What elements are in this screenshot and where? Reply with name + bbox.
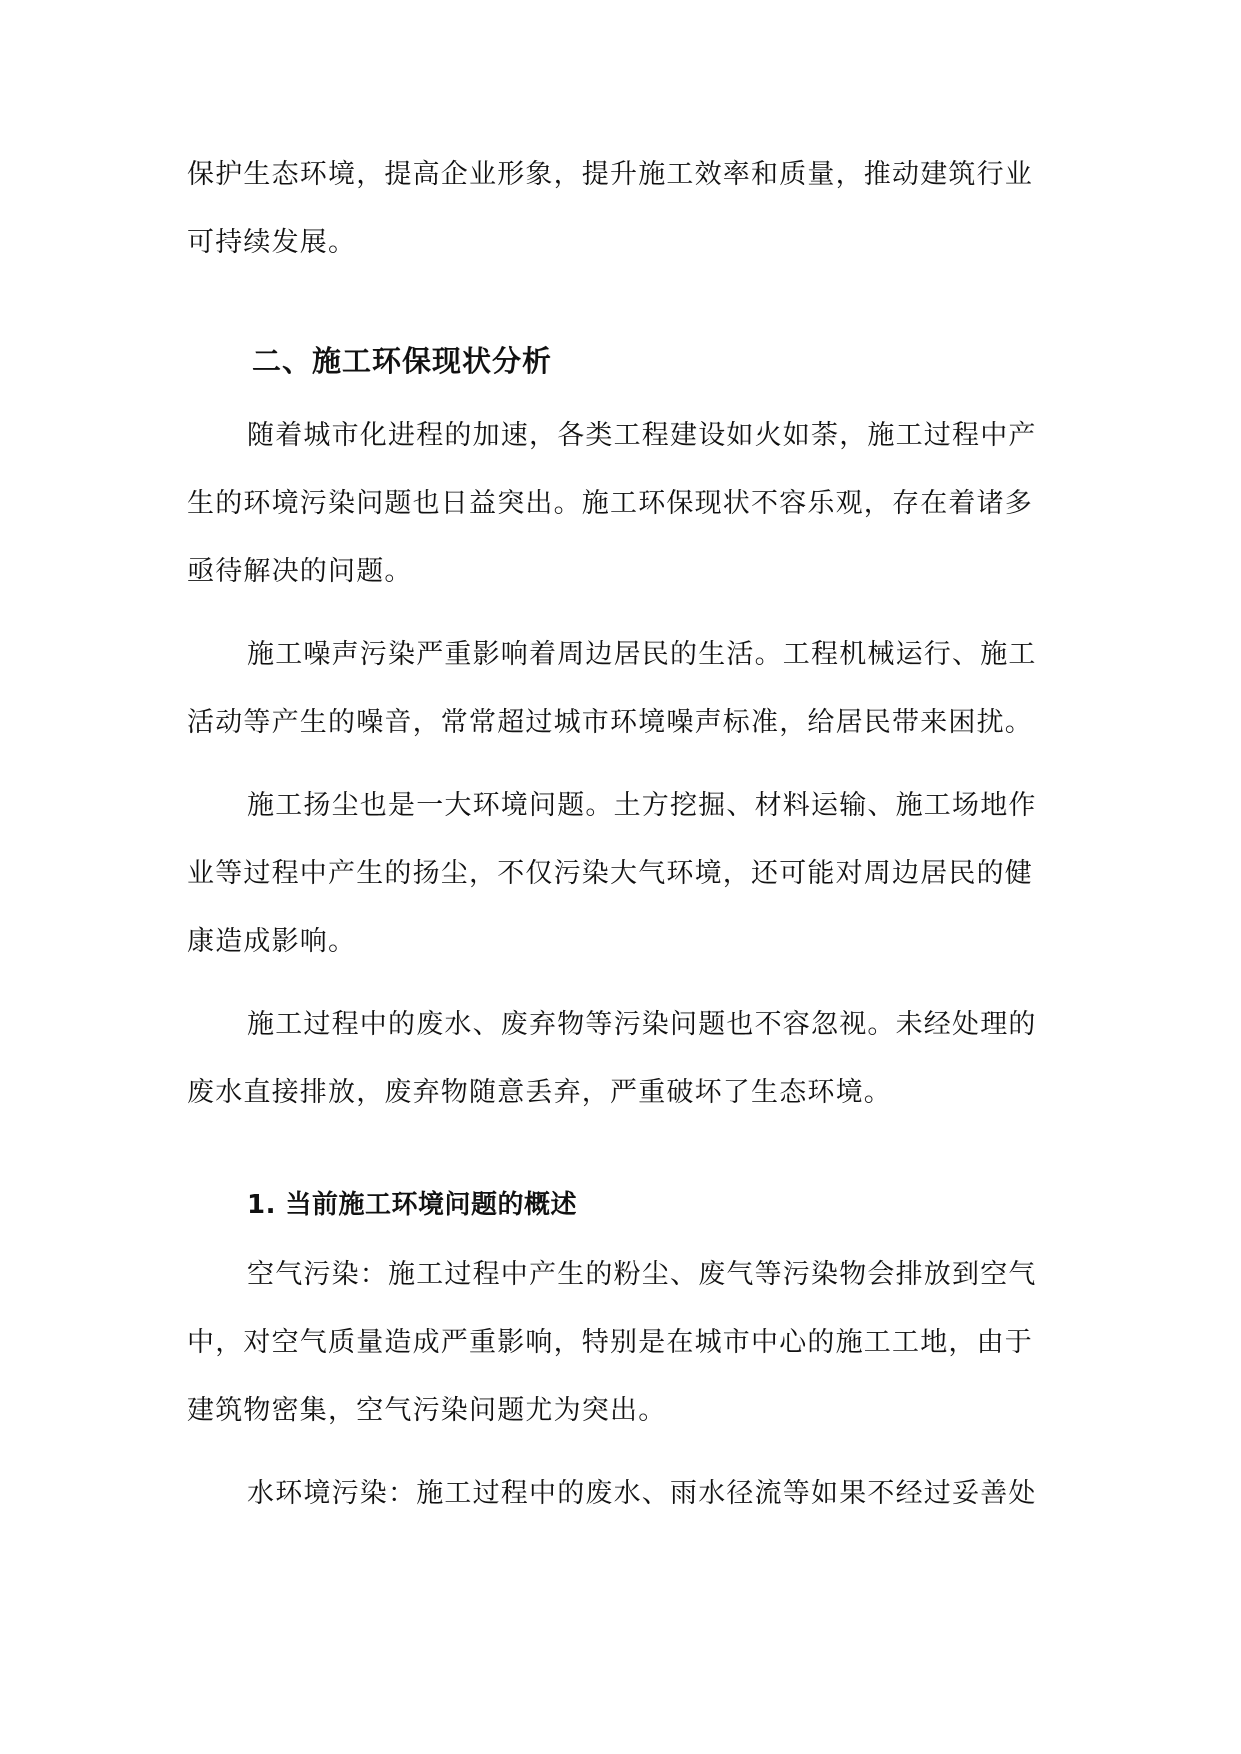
body-text-line: 施工扬尘也是一大环境问题。土方挖掘、材料运输、施工场地作 (247, 790, 1037, 821)
body-text-line: 生的环境污染问题也日益突出。施工环保现状不容乐观，存在着诸多 (187, 488, 1033, 519)
body-text-line: 保护生态环境，提高企业形象，提升施工效率和质量，推动建筑行业 (187, 159, 1033, 190)
body-text-line: 施工过程中的废水、废弃物等污染问题也不容忽视。未经处理的 (247, 1009, 1037, 1040)
body-text-line: 活动等产生的噪音，常常超过城市环境噪声标准，给居民带来困扰。 (187, 707, 1033, 738)
body-text-line: 中，对空气质量造成严重影响，特别是在城市中心的施工工地，由于 (187, 1327, 1033, 1358)
body-text-line: 康造成影响。 (187, 926, 357, 957)
section-heading: 二、施工环保现状分析 (252, 344, 553, 378)
body-text-line: 空气污染：施工过程中产生的粉尘、废气等污染物会排放到空气 (247, 1259, 1037, 1290)
body-text-line: 业等过程中产生的扬尘，不仅污染大气环境，还可能对周边居民的健 (187, 858, 1033, 889)
body-text-line: 亟待解决的问题。 (187, 556, 413, 587)
subsection-heading: 1. 当前施工环境问题的概述 (247, 1190, 578, 1220)
body-text-line: 随着城市化进程的加速，各类工程建设如火如荼，施工过程中产 (247, 420, 1037, 451)
body-text-line: 水环境污染：施工过程中的废水、雨水径流等如果不经过妥善处 (247, 1478, 1037, 1509)
body-text-line: 施工噪声污染严重影响着周边居民的生活。工程机械运行、施工 (247, 639, 1037, 670)
body-text-line: 可持续发展。 (187, 227, 357, 258)
body-text-line: 废水直接排放，废弃物随意丢弃，严重破坏了生态环境。 (187, 1077, 892, 1108)
body-text-line: 建筑物密集，空气污染问题尤为突出。 (187, 1395, 667, 1426)
